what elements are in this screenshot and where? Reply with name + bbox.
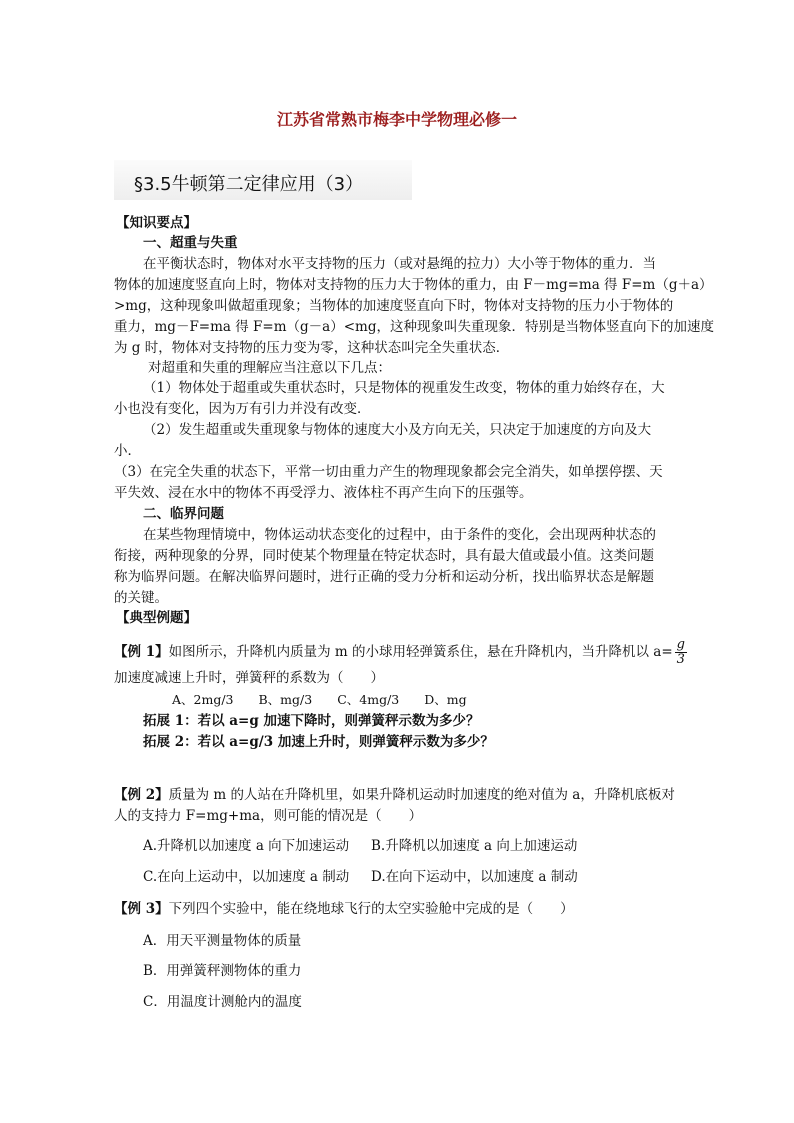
fraction-numerator: g (676, 637, 685, 652)
example-3-option-c: C．用温度计测舱内的温度 (143, 994, 302, 1010)
paragraph-line: 为 g 时，物体对支持物的压力变为零，这种状态叫完全失重状态． (114, 340, 510, 356)
subheading-critical: 二、临界问题 (143, 506, 224, 522)
example-2-option-b: B.升降机以加速度 a 向上加速运动 (371, 838, 578, 854)
example-2-label: 【例 2】 (114, 787, 169, 803)
paragraph-line: 对超重和失重的理解应当注意以下几点： (148, 360, 391, 376)
extension-1: 拓展 1：若以 a=g 加速下降时，则弹簧秤示数为多少？ (143, 713, 480, 729)
example-2-option-c: C.在向上运动中，以加速度 a 制动 (143, 869, 350, 885)
list-item-line: 平失效、浸在水中的物体不再受浮力、液体柱不再产生向下的压强等。 (114, 485, 533, 501)
paragraph-line: 在某些物理情境中，物体运动状态变化的过程中，由于条件的变化，会出现两种状态的 (143, 527, 656, 543)
list-item-line: 小也没有变化，因为万有引力并没有改变． (114, 401, 371, 417)
list-item-line: 小． (114, 443, 141, 459)
paragraph-line: 物体的加速度竖直向上时，物体对支持物的压力大于物体的重力，由 F－mg=ma 得 F=m（g＋a） (114, 277, 713, 293)
example-2-line: 人的支持力 F=mg+ma，则可能的情况是（ ） (114, 808, 423, 824)
document-title: 江苏省常熟市梅李中学物理必修一 (276, 110, 517, 129)
example-3-text: 下列四个实验中，能在绕地球飞行的太空实验舱中完成的是（ ） (168, 901, 574, 917)
extension-2: 拓展 2：若以 a=g/3 加速上升时，则弹簧秤示数为多少？ (143, 734, 494, 750)
example-3-option-b: B．用弹簧秤测物体的重力 (143, 963, 302, 979)
example-2-line (114, 786, 675, 804)
knowledge-heading: 【知识要点】 (116, 215, 197, 231)
examples-heading: 【典型例题】 (116, 610, 197, 626)
example-2-option-a: A.升降机以加速度 a 向下加速运动 (143, 838, 350, 854)
section-title: §3.5牛顿第二定律应用（3） (134, 174, 364, 195)
example-3-line (114, 900, 574, 918)
example-2-text: 质量为 m 的人站在升降机里，如果升降机运动时加速度的绝对值为 a，升降机底板对 (168, 787, 675, 803)
paragraph-line: 在平衡状态时，物体对水平支持物的压力（或对悬绳的拉力）大小等于物体的重力．当 (143, 256, 656, 272)
paragraph-line: 重力，mg－F=ma 得 F=m（g－a）<mg，这种现象叫失重现象．特别是当物体竖直向下的加速度 (114, 319, 714, 335)
subheading-overweight: 一、超重与失重 (143, 235, 238, 251)
list-item-line: （3）在完全失重的状态下，平常一切由重力产生的物理现象都会完全消失，如单摆停摆、天 (114, 464, 663, 480)
paragraph-line: >mg，这种现象叫做超重现象；当物体的加速度竖直向下时，物体对支持物的压力小于物体的 (114, 298, 674, 314)
paragraph-line: 的关键。 (114, 590, 168, 606)
paragraph-line: 衔接，两种现象的分界，同时使某个物理量在特定状态时，具有最大值或最小值。这类问题 (114, 548, 654, 564)
example-1-line (114, 638, 687, 667)
example-3-option-a: A．用天平测量物体的质量 (143, 933, 302, 949)
fraction-g-over-3 (675, 638, 687, 667)
list-item-line: （1）物体处于超重或失重状态时，只是物体的视重发生改变，物体的重力始终存在，大 (143, 380, 665, 396)
list-item-line: （2）发生超重或失重现象与物体的速度大小及方向无关，只决定于加速度的方向及大 (143, 422, 652, 438)
example-2-option-d: D.在向下运动中，以加速度 a 制动 (371, 869, 578, 885)
example-1-line: 加速度减速上升时，弹簧秤的系数为（ ） (114, 670, 384, 686)
fraction-denominator: 3 (676, 652, 685, 667)
example-1-text: 如图所示，升降机内质量为 m 的小球用轻弹簧系住，悬在升降机内，当升降机以 a= (168, 644, 673, 660)
example-1-options: A、2mg/3 B、mg/3 C、4mg/3 D、mg (172, 692, 467, 707)
paragraph-line: 称为临界问题。在解决临界问题时，进行正确的受力分析和运动分析，找出临界状态是解题 (114, 569, 654, 585)
example-3-label: 【例 3】 (114, 901, 169, 917)
example-1-label: 【例 1】 (114, 644, 169, 660)
